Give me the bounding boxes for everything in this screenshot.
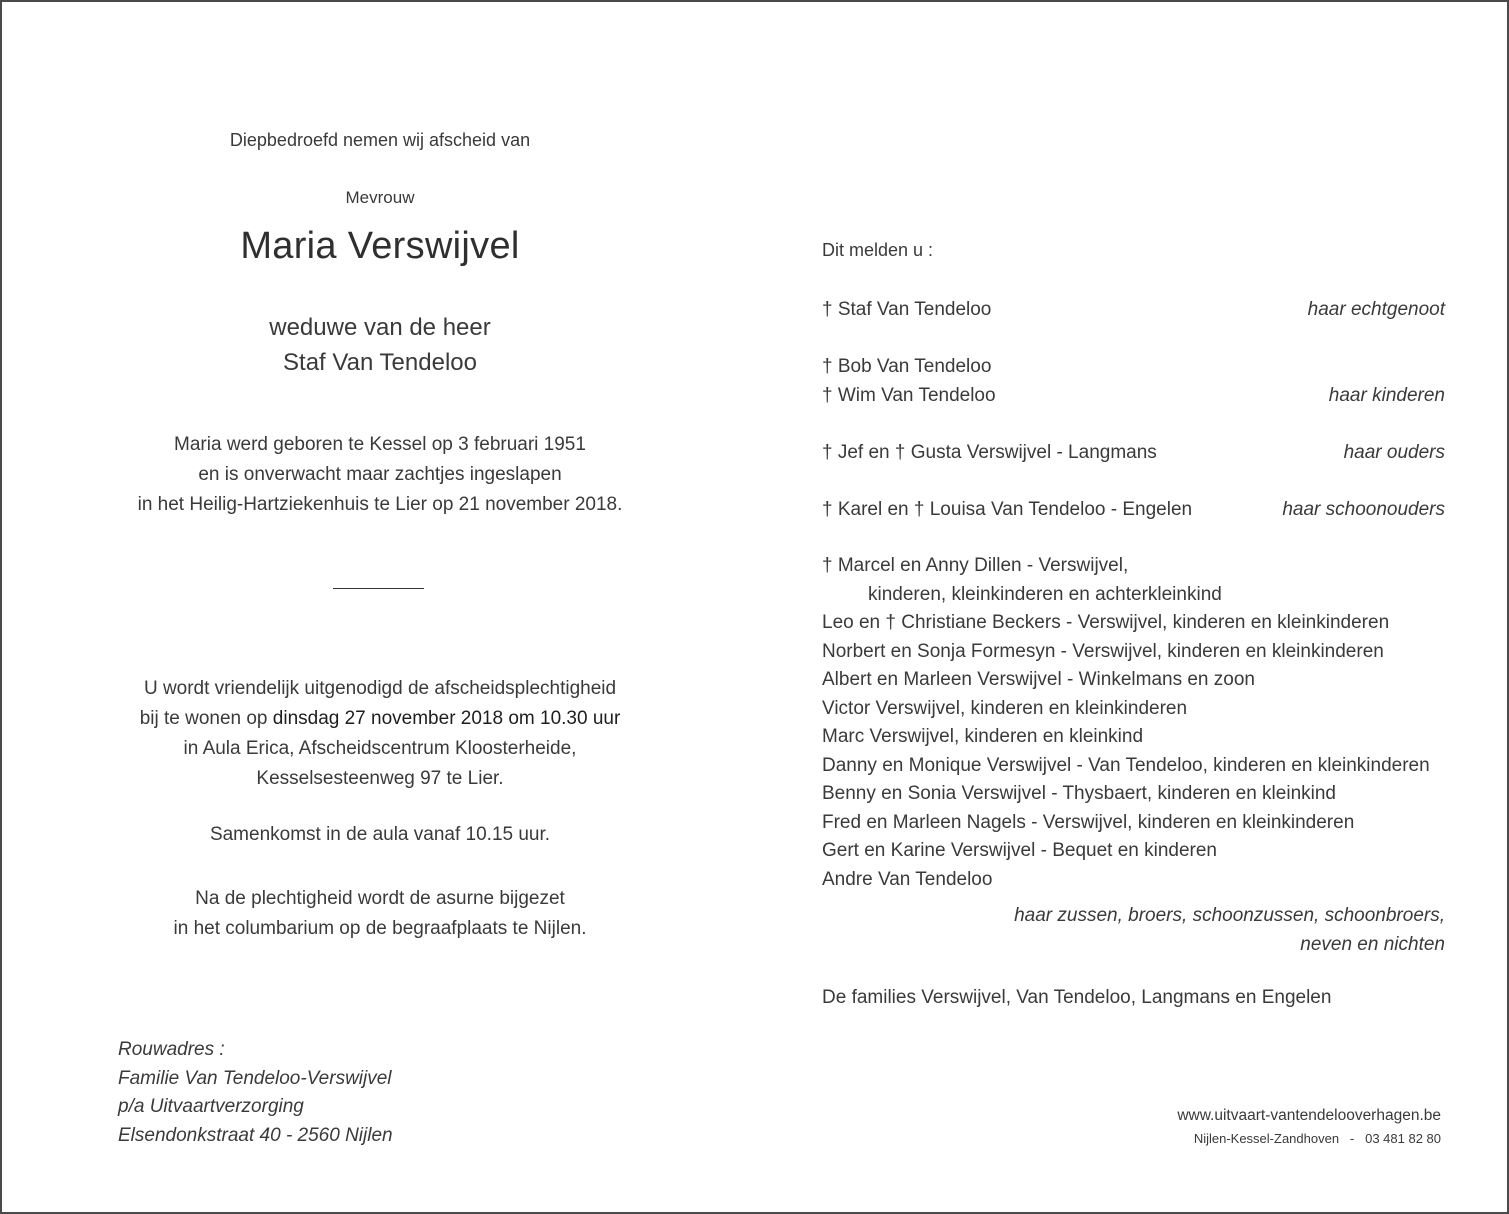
parents-relation: haar ouders <box>1343 441 1445 463</box>
parents-in-law-name: † Karel en † Louisa Van Tendeloo - Engelen <box>822 498 1193 520</box>
funeral-home-footer <box>1177 1104 1441 1150</box>
widow-block <box>2 310 758 380</box>
salutation: Mevrouw <box>345 188 415 207</box>
child-row <box>822 353 1445 382</box>
urn-line-1: Na de plechtigheid wordt de asurne bijgezet <box>195 888 565 909</box>
footer-locations: Nijlen-Kessel-Zandhoven <box>1193 1131 1340 1146</box>
parents-name: † Jef en † Gusta Verswijvel - Langmans <box>822 441 1157 463</box>
birth-line: Maria werd geboren te Kessel op 3 februari 1951 <box>174 434 586 455</box>
invite-line-4: Kesselsesteenweg 97 te Lier. <box>256 768 504 789</box>
list-item: Andre Van Tendeloo <box>822 868 993 890</box>
siblings-relation <box>822 902 1445 959</box>
death-line: in het Heilig-Hartziekenhuis te Lier op 21 november 2018. <box>137 494 623 515</box>
invite-line-2 <box>2 704 758 734</box>
ceremony-datetime: dinsdag 27 november 2018 om 10.30 uur <box>272 708 621 729</box>
announce-heading: Dit melden u : <box>822 240 934 260</box>
siblings-relation-line-1: haar zussen, broers, schoonzussen, schoonbroers, <box>1014 905 1445 926</box>
address-street: Elsendonkstraat 40 - 2560 Nijlen <box>118 1124 393 1146</box>
footer-phone: 03 481 82 80 <box>1365 1131 1441 1146</box>
list-item: Marc Verswijvel, kinderen en kleinkind <box>822 726 1144 747</box>
urn-line-2: in het columbarium op de begraafplaats te Nijlen. <box>173 918 587 939</box>
address-label: Rouwadres : <box>118 1039 225 1060</box>
gathering-text: Samenkomst in de aula vanaf 10.15 uur. <box>209 824 551 845</box>
parents-in-law-row <box>822 496 1445 525</box>
footer-separator: - <box>1349 1131 1355 1146</box>
children-relation: haar kinderen <box>1328 384 1445 406</box>
widow-line: weduwe van de heer <box>269 314 491 341</box>
list-item: Leo en † Christiane Beckers - Verswijvel, kinderen en kleinkinderen <box>822 612 1390 633</box>
spouse-name-line: Staf Van Tendeloo <box>283 349 477 376</box>
invite-prefix: bij te wonen op <box>139 708 273 729</box>
address-family: Familie Van Tendeloo-Verswijvel <box>118 1067 392 1089</box>
birth-death-block <box>2 430 758 520</box>
mourning-address <box>118 1036 393 1150</box>
list-item: Norbert en Sonja Formesyn - Verswijvel, kinderen en kleinkinderen <box>822 640 1384 662</box>
intro-text: Diepbedroefd nemen wij afscheid van <box>229 130 531 150</box>
website-link[interactable]: www.uitvaart-vantendelooverhagen.be <box>1177 1107 1441 1124</box>
families-line: De families Verswijvel, Van Tendeloo, Langmans en Engelen <box>822 987 1332 1008</box>
urn-block <box>2 884 758 944</box>
child-name: † Wim Van Tendeloo <box>822 384 996 406</box>
deceased-name: Maria Verswijvel <box>240 225 520 267</box>
child-row <box>822 382 1445 411</box>
spouse-name: † Staf Van Tendeloo <box>822 299 992 320</box>
siblings-relation-line-2: neven en nichten <box>1300 933 1445 955</box>
list-item: Victor Verswijvel, kinderen en kleinkinderen <box>822 697 1188 719</box>
spouse-row <box>822 296 1445 325</box>
footer-contact <box>1177 1128 1441 1150</box>
list-item: Benny en Sonia Verswijvel - Thysbaert, kinderen en kleinkind <box>822 783 1336 804</box>
parents-row <box>822 439 1445 468</box>
parents-in-law-relation: haar schoonouders <box>1282 498 1445 520</box>
invite-line-1: U wordt vriendelijk uitgenodigd de afscheidsplechtigheid <box>143 678 617 699</box>
list-item: † Marcel en Anny Dillen - Verswijvel, <box>822 555 1129 576</box>
ceremony-invitation <box>2 674 758 794</box>
invite-line-3: in Aula Erica, Afscheidscentrum Kloosterheide, <box>183 738 577 759</box>
relatives-list <box>822 552 1430 894</box>
list-item: Danny en Monique Verswijvel - Van Tendeloo, kinderen en kleinkinderen <box>822 754 1430 776</box>
address-care-of: p/a Uitvaartverzorging <box>118 1096 304 1117</box>
passing-line: en is onverwacht maar zachtjes ingeslapen <box>198 464 562 485</box>
divider <box>333 588 424 589</box>
child-name: † Bob Van Tendeloo <box>822 356 992 377</box>
list-item: kinderen, kleinkinderen en achterkleinkind <box>868 583 1222 605</box>
list-item: Albert en Marleen Verswijvel - Winkelmans en zoon <box>822 669 1255 690</box>
spouse-relation: haar echtgenoot <box>1307 299 1445 320</box>
list-item: Fred en Marleen Nagels - Verswijvel, kinderen en kleinkinderen <box>822 811 1355 833</box>
list-item: Gert en Karine Verswijvel - Bequet en kinderen <box>822 840 1217 861</box>
